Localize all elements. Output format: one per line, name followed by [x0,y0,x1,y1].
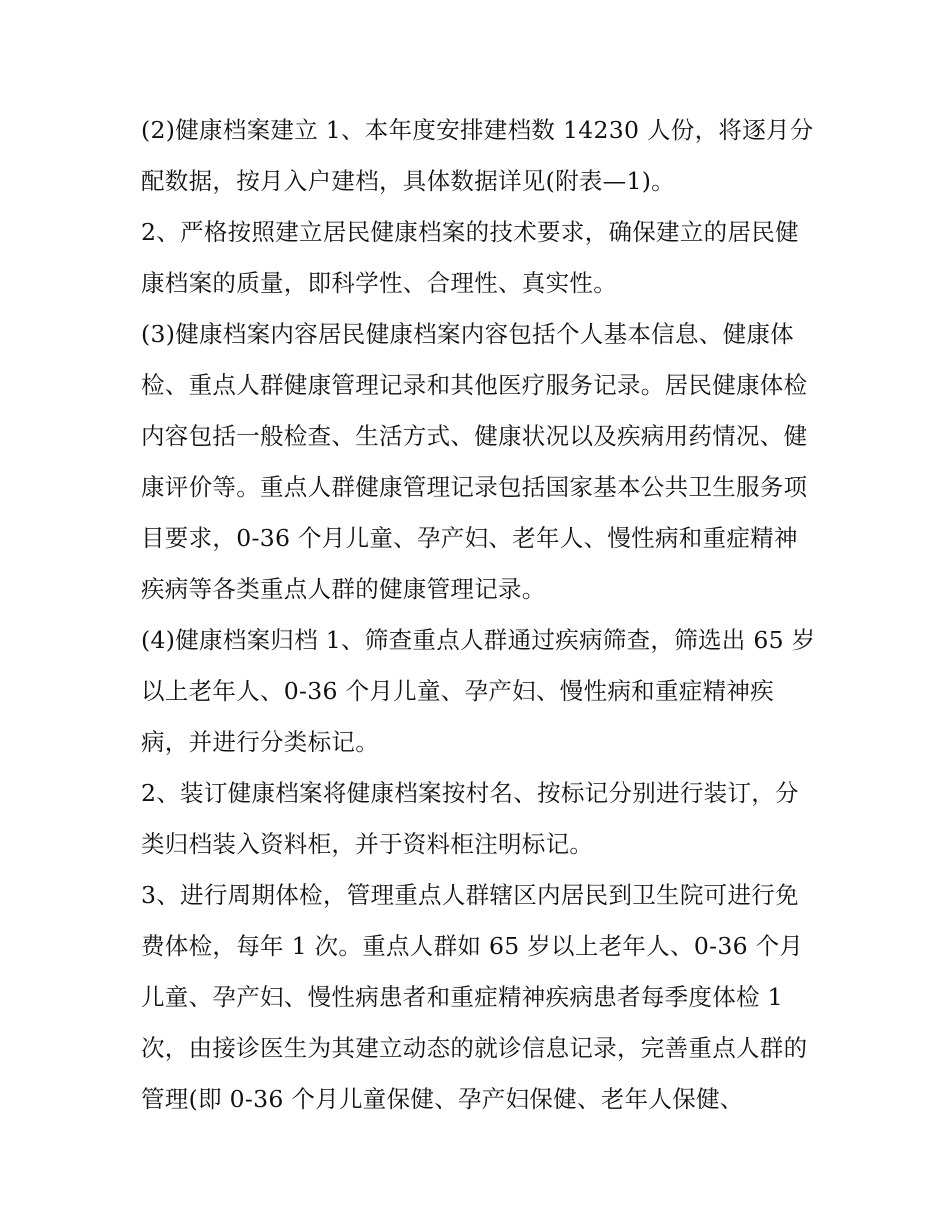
paragraph-binding-records: 2、装订健康档案将健康档案按村名、按标记分别进行装订，分类归档装入资料柜，并于资料柜注明标记。 [141,779,799,858]
document-page [141,105,821,1125]
paragraph-quality-requirements: 2、严格按照建立居民健康档案的技术要求，确保建立的居民健康档案的质量，即科学性、合理性、真实性。 [141,218,799,297]
paragraph-health-record-setup: (2)健康档案建立 1、本年度安排建档数 14230 人份，将逐月分配数据，按月入户建档，具体数据详见(附表—1)。 [141,116,814,195]
paragraph-record-filing: (4)健康档案归档 1、筛查重点人群通过疾病筛查，筛选出 65 岁以上老年人、0-36 个月儿童、孕产妇、慢性病和重症精神疾病，并进行分类标记。 [141,626,816,756]
paragraph-record-contents: (3)健康档案内容居民健康档案内容包括个人基本信息、健康体检、重点人群健康管理记录和其他医疗服务记录。居民健康体检内容包括一般检查、生活方式、健康状况以及疾病用药情况、健康评价等。重点人群健康管理记录包括国家基本公共卫生服务项目要求，0-36 个月儿童、孕产妇、老年人、慢性病和重症精神疾病等各类重点人群的健康管理记录。 [141,320,808,603]
paragraph-periodic-checkup: 3、进行周期体检，管理重点人群辖区内居民到卫生院可进行免费体检，每年 1 次。重点人群如 65 岁以上老年人、0-36 个月儿童、孕产妇、慢性病患者和重症精神疾病患者每季度体检 1 次，由接诊医生为其建立动态的就诊信息记录，完善重点人群的管理(即 0-36 个月儿童保健、孕产妇保健、老年人保健、 [141,881,808,1113]
